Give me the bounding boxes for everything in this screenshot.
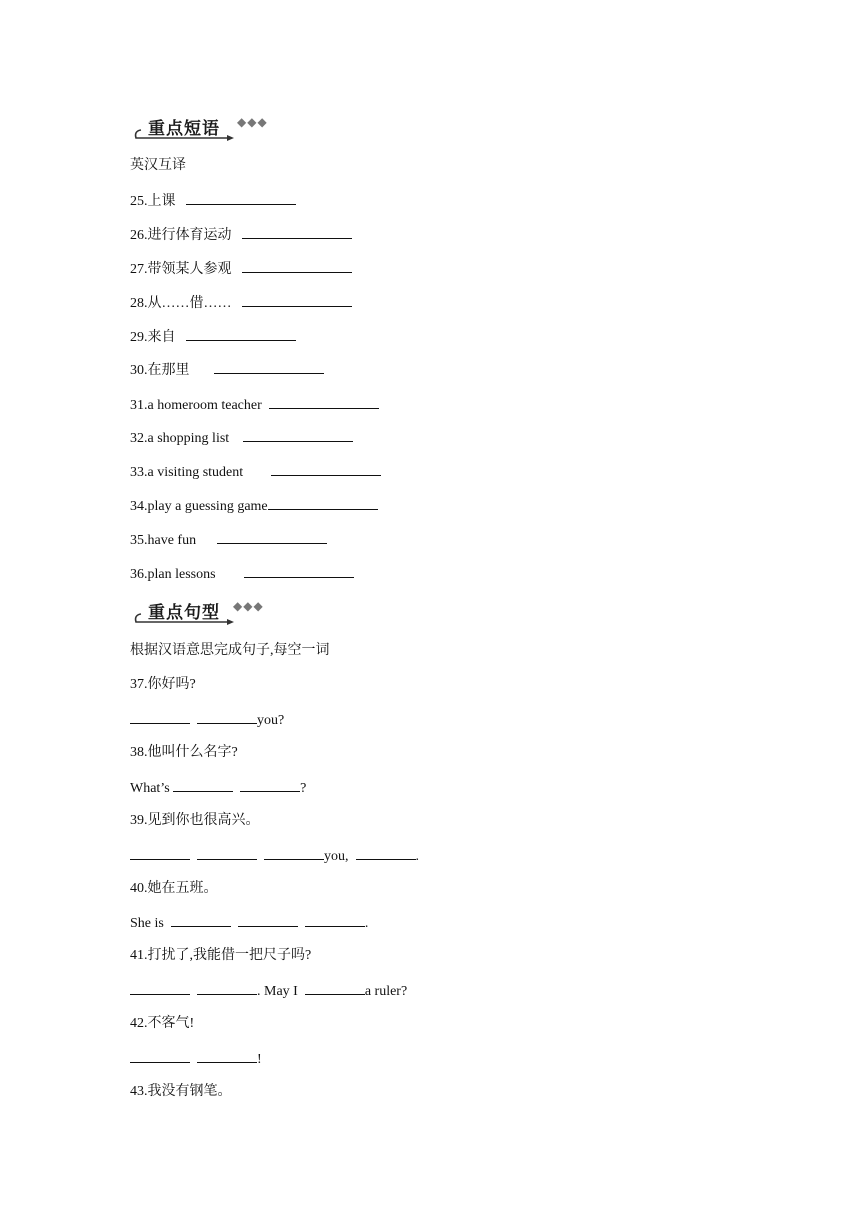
question-37-prompt: 37.你好吗? [130,677,196,692]
question-41-prompt: 41.打扰了,我能借一把尺子吗? [130,948,312,963]
phrase-item-27 [130,260,352,278]
sentence-text: ! [257,1052,262,1067]
answer-blank[interactable] [244,565,354,578]
question-42-answer [130,1050,262,1068]
answer-blank[interactable] [130,711,190,724]
item-label: 36.plan lessons [130,567,216,582]
answer-blank[interactable] [186,192,296,205]
sentence-text: She is [130,916,164,931]
answer-blank[interactable] [197,847,257,860]
answer-blank[interactable] [243,429,353,442]
answer-blank[interactable] [305,914,365,927]
answer-blank[interactable] [356,847,416,860]
answer-blank[interactable] [305,982,365,995]
answer-blank[interactable] [130,1050,190,1063]
item-label: 30.在那里 [130,363,190,378]
diamond-decoration-icon: ◆◆◆ [233,599,264,613]
sentence-text: What’s [130,781,170,796]
arrow-underline-icon [133,128,237,142]
item-label: 29.来自 [130,330,176,345]
item-label: 34.play a guessing game [130,499,268,514]
phrase-item-34 [130,497,378,515]
question-38-prompt: 38.他叫什么名字? [130,745,238,760]
arrow-underline-icon [133,612,237,626]
item-label: 31.a homeroom teacher [130,398,262,413]
question-43-prompt: 43.我没有钢笔。 [130,1084,232,1099]
phrase-item-28 [130,294,352,312]
question-39-prompt: 39.见到你也很高兴。 [130,813,260,828]
answer-blank[interactable] [197,982,257,995]
section-title: 重点短语 [148,119,220,139]
phrase-item-32 [130,429,353,447]
answer-blank[interactable] [197,711,257,724]
answer-blank[interactable] [130,847,190,860]
question-40-answer [130,914,368,932]
sentence-text: you? [257,713,285,728]
answer-blank[interactable] [268,497,378,510]
answer-blank[interactable] [238,914,298,927]
phrase-item-25 [130,192,296,210]
phrase-item-31 [130,396,379,414]
diamond-decoration-icon: ◆◆◆ [237,115,268,129]
answer-blank[interactable] [271,463,381,476]
section-instruction: 英汉互译 [130,158,186,173]
answer-blank[interactable] [264,847,324,860]
question-39-answer [130,847,419,865]
question-38-answer [130,779,306,797]
section-header-key-sentences [133,598,313,626]
item-label: 35.have fun [130,533,197,548]
answer-blank[interactable] [171,914,231,927]
sentence-text: . [364,916,369,931]
item-label: 25.上课 [130,194,176,209]
answer-blank[interactable] [242,294,352,307]
question-42-prompt: 42.不客气! [130,1016,195,1031]
answer-blank[interactable] [242,260,352,273]
item-label: 28.从……借…… [130,296,232,311]
answer-blank[interactable] [269,396,379,409]
sentence-text: a ruler? [364,984,408,999]
section-header-key-phrases [133,114,313,142]
answer-blank[interactable] [173,779,233,792]
sentence-text: . [415,849,419,864]
phrase-item-30 [130,361,324,379]
answer-blank[interactable] [186,328,296,341]
answer-blank[interactable] [217,531,327,544]
answer-blank[interactable] [130,982,190,995]
item-label: 26.进行体育运动 [130,228,232,243]
phrase-item-29 [130,328,296,346]
sentence-text: . May I [257,984,298,999]
section-instruction: 根据汉语意思完成句子,每空一词 [130,643,330,658]
question-41-answer [130,982,407,1000]
item-label: 33.a visiting student [130,465,244,480]
section-title: 重点句型 [148,603,220,623]
item-label: 32.a shopping list [130,431,230,446]
question-40-prompt: 40.她在五班。 [130,881,218,896]
phrase-item-35 [130,531,327,549]
question-37-answer [130,711,284,729]
answer-blank[interactable] [242,226,352,239]
sentence-text: you, [324,849,349,864]
answer-blank[interactable] [197,1050,257,1063]
item-label: 27.带领某人参观 [130,262,232,277]
phrase-item-33 [130,463,381,481]
answer-blank[interactable] [240,779,300,792]
sentence-text: ? [300,781,307,796]
phrase-item-26 [130,226,352,244]
answer-blank[interactable] [214,361,324,374]
phrase-item-36 [130,565,354,583]
